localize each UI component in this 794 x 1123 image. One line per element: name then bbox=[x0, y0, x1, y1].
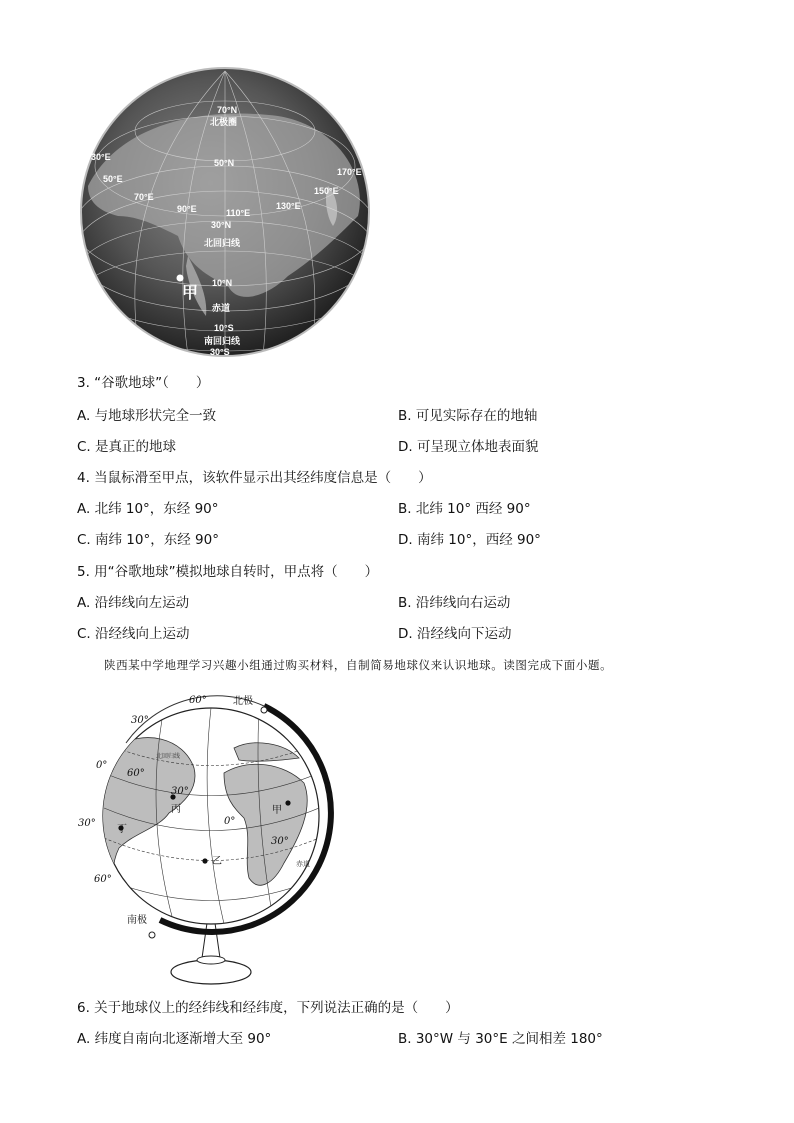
label-60-top: 60° bbox=[189, 695, 207, 706]
label-50n: 50°N bbox=[214, 158, 235, 168]
point-yi-marker bbox=[202, 858, 207, 863]
question-6-stem: 6. 关于地球仪上的经纬线和经纬度，下列说法正确的是（ ） bbox=[77, 1000, 459, 1016]
label-130e: 130°E bbox=[276, 201, 301, 211]
label-70n: 70°N bbox=[217, 105, 238, 115]
label-170e: 170°E bbox=[337, 167, 362, 177]
question-4-option-d: D. 南纬 10°，西经 90° bbox=[398, 532, 541, 548]
label-jia: 甲 bbox=[182, 283, 199, 302]
question-5-option-a: A. 沿纬线向左运动 bbox=[77, 595, 190, 611]
label-jia: 甲 bbox=[272, 805, 282, 816]
label-30e: 30°E bbox=[91, 152, 111, 162]
label-equator: 赤道 bbox=[296, 860, 310, 868]
terrestrial-globe-figure bbox=[74, 688, 336, 988]
question-6-option-b: B. 30°W 与 30°E 之间相差 180° bbox=[398, 1031, 603, 1047]
label-30s: 30°S bbox=[210, 347, 230, 357]
question-4-stem: 4. 当鼠标滑至甲点，该软件显示出其经纬度信息是（ ） bbox=[77, 470, 432, 486]
label-bing: 丙 bbox=[171, 804, 181, 815]
question-4-option-b: B. 北纬 10° 西经 90° bbox=[398, 501, 531, 517]
label-70e: 70°E bbox=[134, 192, 154, 202]
label-north-pole: 北极 bbox=[233, 696, 253, 707]
south-pole-pin bbox=[149, 932, 155, 938]
label-0-center: 0° bbox=[224, 816, 236, 827]
label-150e: 150°E bbox=[314, 186, 339, 196]
point-jia-marker bbox=[177, 275, 184, 282]
question-3-option-a: A. 与地球形状完全一致 bbox=[77, 408, 217, 424]
label-equator: 赤道 bbox=[212, 303, 231, 313]
label-50e: 50°E bbox=[103, 174, 123, 184]
label-yi: 乙 bbox=[212, 856, 222, 867]
label-90e: 90°E bbox=[177, 204, 197, 214]
question-5-option-d: D. 沿经线向下运动 bbox=[398, 626, 512, 642]
question-5-option-c: C. 沿经线向上运动 bbox=[77, 626, 190, 642]
globe-stand-collar bbox=[197, 956, 225, 964]
globe-stand-neck bbox=[202, 923, 220, 958]
point-jia-marker bbox=[285, 800, 290, 805]
question-6-option-a: A. 纬度自南向北逐渐增大至 90° bbox=[77, 1031, 272, 1047]
label-30-right: 30° bbox=[271, 836, 289, 847]
label-60-bottom-left: 60° bbox=[94, 874, 112, 885]
label-30-top-left: 30° bbox=[131, 715, 149, 726]
question-4-option-c: C. 南纬 10°，东经 90° bbox=[77, 532, 219, 548]
question-5-stem: 5. 用“谷歌地球”模拟地球自转时，甲点将（ ） bbox=[77, 564, 379, 580]
question-3-option-d: D. 可呈现立体地表面貌 bbox=[398, 439, 539, 455]
label-tropic-cancer: 北回归线 bbox=[204, 238, 241, 248]
label-60-left: 60° bbox=[127, 768, 145, 779]
label-110e: 110°E bbox=[226, 208, 251, 218]
label-ding: 丁 bbox=[117, 824, 127, 835]
question-3-stem: 3. “谷歌地球”（ ） bbox=[77, 375, 210, 391]
label-30n: 30°N bbox=[211, 220, 232, 230]
question-5-option-b: B. 沿纬线向右运动 bbox=[398, 595, 511, 611]
intro-text: 陕西某中学地理学习兴趣小组通过购买材料，自制简易地球仪来认识地球。读图完成下面小题。 bbox=[104, 658, 613, 672]
label-10s: 10°S bbox=[214, 323, 234, 333]
label-0-left: 0° bbox=[96, 760, 108, 771]
label-30-left: 30° bbox=[78, 818, 96, 829]
label-arctic-circle: 北极圈 bbox=[210, 117, 238, 127]
question-3-option-c: C. 是真正的地球 bbox=[77, 439, 177, 455]
label-30-bing: 30° bbox=[171, 786, 189, 797]
label-10n: 10°N bbox=[212, 278, 233, 288]
google-earth-globe-figure bbox=[78, 66, 374, 358]
label-south-pole: 南极 bbox=[127, 915, 147, 926]
label-tropic-cancer: 北回归线 bbox=[156, 753, 181, 760]
label-tropic-capricorn: 南回归线 bbox=[204, 336, 241, 346]
north-pole-pin bbox=[261, 707, 267, 713]
question-4-option-a: A. 北纬 10°，东经 90° bbox=[77, 501, 219, 517]
question-3-option-b: B. 可见实际存在的地轴 bbox=[398, 408, 538, 424]
